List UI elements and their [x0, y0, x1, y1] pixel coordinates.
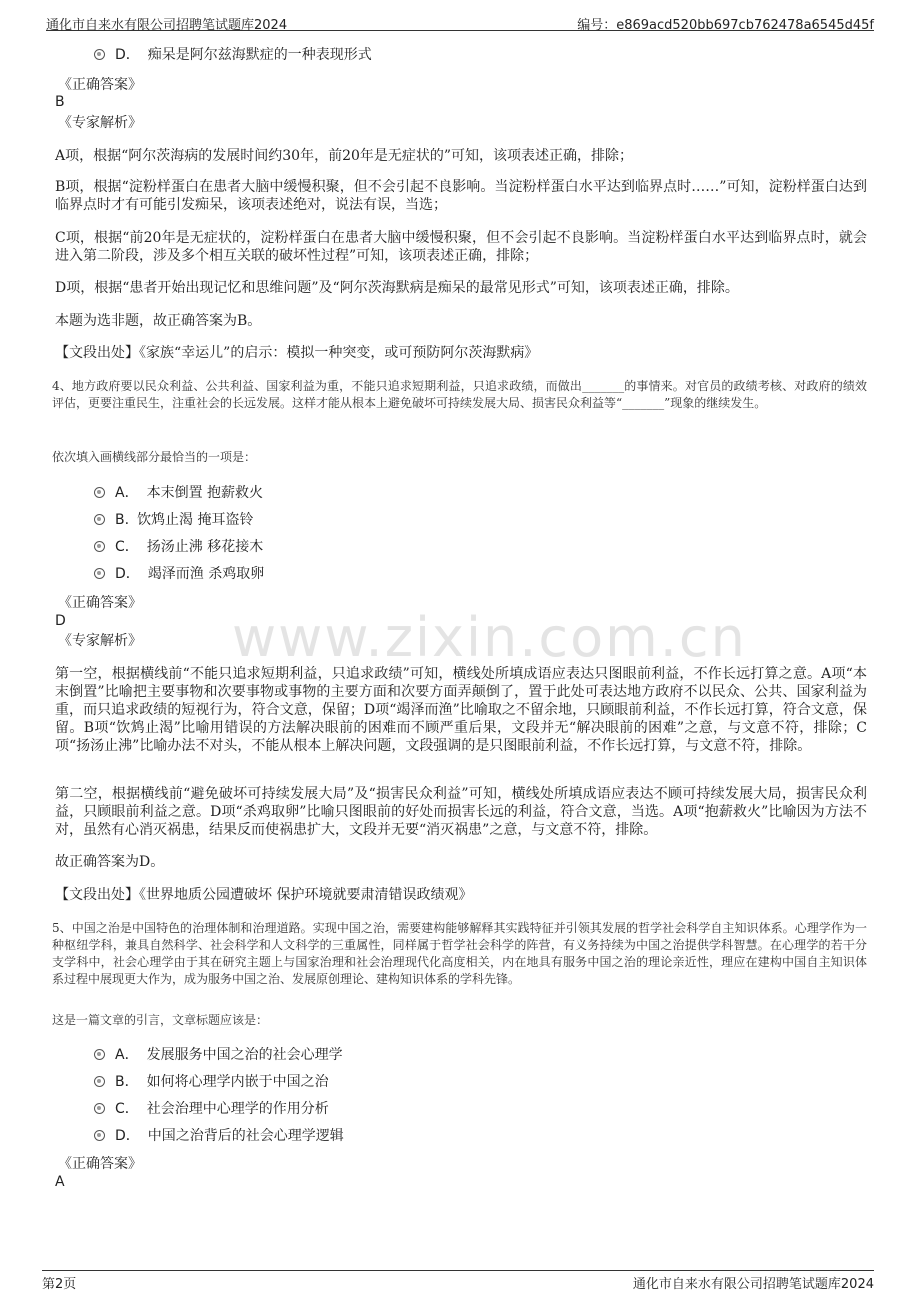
radio-icon[interactable] [94, 514, 105, 525]
header-title: 通化市自来水有限公司招聘笔试题库2024 [46, 18, 288, 33]
option-text: 扬汤止沸 移花接木 [146, 539, 264, 555]
q4-option-b[interactable] [94, 511, 254, 529]
radio-icon[interactable] [94, 1130, 105, 1141]
q4-analysis-1: 第一空，根据横线前“不能只追求短期利益，只追求政绩”可知，横线处所填成语应表达只图眼前利益，不作长远打算之意。A项“本末倒置”比喻把主要事物和次要事物或事物的主要方面和次要方面弄颠倒了，置于此处可表达地方政府不以民众、公共、国家利益为重，而只追求政绩的短视行为，符合文意，保留；D项“竭泽而渔”比喻取之不留余地，只顾眼前利益，不作长远打算，符合文意，保留。B项“饮鸩止渴”比喻用错误的方法解决眼前的困难而不顾严重后果，文段并无“解决眼前的困难”之意，与文意不符，排除；C项“扬汤止沸”比喻办法不对头，不能从根本上解决问题，文段强调的是只图眼前利益，不作长远打算，与文意不符，排除。 [55, 666, 867, 754]
q3-analysis-d: D项，根据“患者开始出现记忆和思维问题”及“阿尔茨海默病是痴呆的最常见形式”可知，该项表述正确，排除。 [55, 280, 739, 296]
q3-analysis-c: C项，根据“前20年是无症状的，淀粉样蛋白在患者大脑中缓慢积聚，但不会引起不良影响。当淀粉样蛋白水平达到临界点时，就会进入第二阶段，涉及多个相互关联的破坏性过程”可知，该项表述正确，排除； [55, 230, 867, 264]
radio-icon[interactable] [94, 568, 105, 579]
option-key: D． [115, 1128, 140, 1144]
option-key: D． [115, 566, 140, 582]
radio-icon[interactable] [94, 49, 105, 60]
watermark: www.zixin.com.cn [232, 606, 747, 669]
radio-icon[interactable] [94, 1076, 105, 1087]
option-text: 如何将心理学内嵌于中国之治 [146, 1074, 329, 1090]
q3-conclusion: 本题为选非题，故正确答案为B。 [55, 313, 262, 329]
q5-answer: A [55, 1174, 65, 1190]
page-number: 第2页 [42, 1277, 77, 1292]
option-key: B. [115, 512, 130, 528]
q4-conclusion: 故正确答案为D。 [55, 854, 165, 870]
q4-option-c[interactable] [94, 538, 263, 556]
option-text: 本末倒置 抱薪救火 [146, 485, 264, 501]
option-key: A． [115, 1047, 139, 1063]
header-serial: 编号：e869acd520bb697cb762478a6545d45f [577, 18, 874, 33]
q4-analysis-2: 第二空，根据横线前“避免破坏可持续发展大局”及“损害民众利益”可知，横线处所填成语应表达不顾可持续发展大局，损害民众利益，只顾眼前利益之意。D项“杀鸡取卵”比喻只图眼前的好处而损害长远的利益，符合文意，当选。A项“抱薪救火”比喻因为方法不对，虽然有心消灭祸患，结果反而使祸患扩大，文段并无要“消灭祸患”之意，与文意不符，排除。 [55, 786, 867, 838]
option-text: 中国之治背后的社会心理学逻辑 [147, 1128, 344, 1144]
page-header [46, 10, 874, 31]
q5-option-d[interactable] [94, 1127, 344, 1145]
option-key: C． [115, 539, 139, 555]
q5-prompt: 这是一篇文章的引言，文章标题应该是： [52, 1013, 269, 1027]
footer-title: 通化市自来水有限公司招聘笔试题库2024 [632, 1277, 874, 1292]
radio-icon[interactable] [94, 1049, 105, 1060]
option-text: 发展服务中国之治的社会心理学 [146, 1047, 343, 1063]
q3-answer: B [55, 94, 65, 110]
q4-answer-label: 《正确答案》 [58, 595, 142, 611]
q4-analysis-label: 《专家解析》 [58, 633, 142, 649]
option-key: A． [115, 485, 139, 501]
q3-analysis-b: B项，根据“淀粉样蛋白在患者大脑中缓慢积聚，但不会引起不良影响。当淀粉样蛋白水平达到临界点时……”可知，淀粉样蛋白达到临界点时才有可能引发痴呆，该项表述绝对，说法有误，当选； [55, 179, 867, 213]
q4-option-d[interactable] [94, 565, 264, 583]
option-key: C． [115, 1101, 139, 1117]
q3-analysis-a: A项，根据“阿尔茨海病的发展时间约30年，前20年是无症状的”可知，该项表述正确，排除； [55, 148, 634, 164]
q3-source: 【文段出处】《家族“幸运儿”的启示：模拟一种突变，或可预防阿尔茨海默病》 [55, 345, 539, 361]
q3-answer-label: 《正确答案》 [58, 77, 142, 93]
q3-analysis-label: 《专家解析》 [58, 115, 142, 131]
option-key: B． [115, 1074, 139, 1090]
q3-option-d[interactable] [94, 46, 372, 64]
q4-prompt: 依次填入画横线部分最恰当的一项是： [52, 450, 257, 464]
radio-icon[interactable] [94, 487, 105, 498]
q5-option-a[interactable] [94, 1046, 343, 1064]
q5-option-c[interactable] [94, 1100, 329, 1118]
q5-answer-label: 《正确答案》 [58, 1156, 142, 1172]
q4-source: 【文段出处】《世界地质公园遭破坏 保护环境就要肃清错误政绩观》 [55, 887, 473, 903]
radio-icon[interactable] [94, 1103, 105, 1114]
page-footer [42, 1270, 874, 1293]
option-key: D． [115, 47, 140, 63]
q4-option-a[interactable] [94, 484, 263, 502]
option-text: 饮鸩止渴 掩耳盗铃 [137, 512, 254, 528]
option-text: 社会治理中心理学的作用分析 [146, 1101, 329, 1117]
q4-answer: D [55, 613, 66, 629]
radio-icon[interactable] [94, 541, 105, 552]
q5-option-b[interactable] [94, 1073, 329, 1091]
q5-stem: 5、中国之治是中国特色的治理体制和治理道路。实现中国之治，需要建构能够解释其实践特征并引领其发展的哲学社会科学自主知识体系。心理学作为一种枢纽学科，兼具自然科学、社会科学和人文科学的三重属性，同样属于哲学社会科学的阵营，有义务持续为中国之治提供学科智慧。在心理学的若干分支学科中，社会心理学由于其在研究主题上与国家治理和社会治理现代化高度相关，内在地具有服务中国之治的理论亲近性，理应在建构中国自主知识体系过程中展现更大作为，成为服务中国之治、发展原创理论、建构知识体系的学科先锋。 [52, 921, 867, 986]
q4-stem: 4、地方政府要以民众利益、公共利益、国家利益为重，不能只追求短期利益，只追求政绩，而做出_______的事情来。对官员的政绩考核、对政府的绩效评估，更要注重民生，注重社会的长远发展。这样才能从根本上避免破坏可持续发展大局、损害民众利益等“_______”现象的继续发生。 [52, 379, 867, 410]
option-text: 竭泽而渔 杀鸡取卵 [147, 566, 265, 582]
option-text: 痴呆是阿尔兹海默症的一种表现形式 [147, 47, 372, 63]
